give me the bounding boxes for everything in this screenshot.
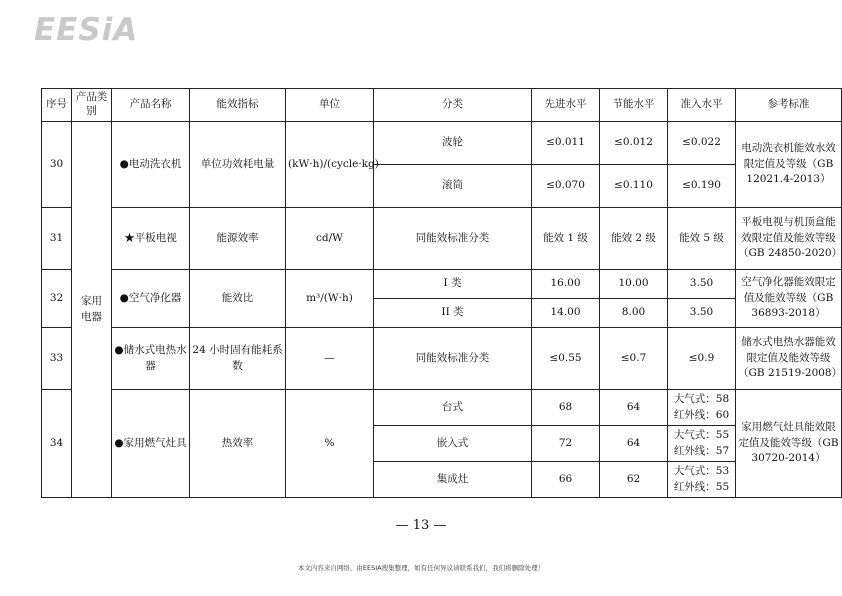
advanced-level: 能效 1 级 bbox=[532, 208, 600, 270]
entry-line: 红外线：57 bbox=[673, 444, 730, 457]
product-name: ★平板电视 bbox=[112, 208, 190, 270]
entry-line: 红外线：55 bbox=[673, 480, 730, 493]
advanced-level: 72 bbox=[532, 426, 600, 462]
product-name: ●家用燃气灶具 bbox=[112, 390, 190, 498]
classification: 嵌入式 bbox=[374, 426, 532, 462]
row-number: 30 bbox=[42, 122, 72, 208]
header-cell: 产品名称 bbox=[112, 89, 190, 122]
entry-line: 大气式：58 bbox=[673, 392, 730, 405]
footer-note: 本文内容来自网络，由EESIA搜集整理，如有任何异议请联系我们，我们将删除处理！ bbox=[297, 564, 545, 572]
classification: 集成灶 bbox=[374, 462, 532, 498]
saving-level: ≤0.7 bbox=[600, 328, 668, 390]
entry-level: 3.50 bbox=[668, 270, 736, 299]
indicator: 能效比 bbox=[190, 270, 286, 328]
saving-level: 8.00 bbox=[600, 299, 668, 328]
entry-line: 红外线：60 bbox=[673, 408, 730, 421]
header-cell: 参考标准 bbox=[736, 89, 842, 122]
advanced-level: 66 bbox=[532, 462, 600, 498]
saving-level: 10.00 bbox=[600, 270, 668, 299]
indicator: 能源效率 bbox=[190, 208, 286, 270]
unit: (kW·h)/(cycle·kg) bbox=[286, 122, 374, 208]
table-row bbox=[42, 122, 842, 165]
reference-standard: 空气净化器能效限定值及能效等级（GB 36893-2018） bbox=[736, 270, 842, 328]
unit: cd/W bbox=[286, 208, 374, 270]
advanced-level: 16.00 bbox=[532, 270, 600, 299]
classification: 波轮 bbox=[374, 122, 532, 165]
table-row bbox=[42, 390, 842, 426]
saving-level: 64 bbox=[600, 390, 668, 426]
entry-level bbox=[668, 462, 736, 498]
header-cell: 分类 bbox=[374, 89, 532, 122]
entry-level: 3.50 bbox=[668, 299, 736, 328]
indicator: 24 小时固有能耗系数 bbox=[190, 328, 286, 390]
header-cell: 序号 bbox=[42, 89, 72, 122]
advanced-level: 68 bbox=[532, 390, 600, 426]
entry-line: 大气式：53 bbox=[673, 464, 730, 477]
unit: m³/(W·h) bbox=[286, 270, 374, 328]
unit: — bbox=[286, 328, 374, 390]
advanced-level: 14.00 bbox=[532, 299, 600, 328]
header-cell: 先进水平 bbox=[532, 89, 600, 122]
classification: II 类 bbox=[374, 299, 532, 328]
advanced-level: ≤0.011 bbox=[532, 122, 600, 165]
unit: % bbox=[286, 390, 374, 498]
entry-level: ≤0.9 bbox=[668, 328, 736, 390]
product-name: ●储水式电热水器 bbox=[112, 328, 190, 390]
reference-standard: 电动洗衣机能效水效限定值及等级（GB 12021.4-2013） bbox=[736, 122, 842, 208]
saving-level: 64 bbox=[600, 426, 668, 462]
row-number: 33 bbox=[42, 328, 72, 390]
header-row bbox=[42, 89, 842, 122]
row-number: 32 bbox=[42, 270, 72, 328]
row-number: 31 bbox=[42, 208, 72, 270]
page-number: — 13 — bbox=[395, 518, 447, 533]
classification: 滚筒 bbox=[374, 165, 532, 208]
advanced-level: ≤0.55 bbox=[532, 328, 600, 390]
table-row bbox=[42, 208, 842, 270]
classification: I 类 bbox=[374, 270, 532, 299]
table-row bbox=[42, 328, 842, 390]
header-cell: 单位 bbox=[286, 89, 374, 122]
saving-level: ≤0.012 bbox=[600, 122, 668, 165]
row-number: 34 bbox=[42, 390, 72, 498]
entry-level bbox=[668, 390, 736, 426]
classification: 同能效标准分类 bbox=[374, 208, 532, 270]
product-name: ●电动洗衣机 bbox=[112, 122, 190, 208]
classification: 同能效标准分类 bbox=[374, 328, 532, 390]
entry-level bbox=[668, 426, 736, 462]
saving-level: ≤0.110 bbox=[600, 165, 668, 208]
product-name: ●空气净化器 bbox=[112, 270, 190, 328]
header-cell: 准入水平 bbox=[668, 89, 736, 122]
saving-level: 能效 2 级 bbox=[600, 208, 668, 270]
entry-level: 能效 5 级 bbox=[668, 208, 736, 270]
table-row bbox=[42, 270, 842, 299]
category-cell: 家用电器 bbox=[72, 122, 112, 498]
entry-line: 大气式：55 bbox=[673, 428, 730, 441]
indicator: 热效率 bbox=[190, 390, 286, 498]
eesia-logo: EESiA bbox=[34, 12, 139, 48]
header-cell: 节能水平 bbox=[600, 89, 668, 122]
advanced-level: ≤0.070 bbox=[532, 165, 600, 208]
indicator: 单位功效耗电量 bbox=[190, 122, 286, 208]
header-cell: 能效指标 bbox=[190, 89, 286, 122]
saving-level: 62 bbox=[600, 462, 668, 498]
reference-standard: 家用燃气灶具能效限定值及能效等级（GB 30720-2014） bbox=[736, 390, 842, 498]
reference-standard: 储水式电热水器能效限定值及能效等级（GB 21519-2008） bbox=[736, 328, 842, 390]
reference-standard: 平板电视与机顶盒能效限定值及能效等级（GB 24850-2020） bbox=[736, 208, 842, 270]
header-cell: 产品类别 bbox=[72, 89, 112, 122]
efficiency-table bbox=[41, 88, 842, 498]
entry-level: ≤0.190 bbox=[668, 165, 736, 208]
classification: 台式 bbox=[374, 390, 532, 426]
entry-level: ≤0.022 bbox=[668, 122, 736, 165]
